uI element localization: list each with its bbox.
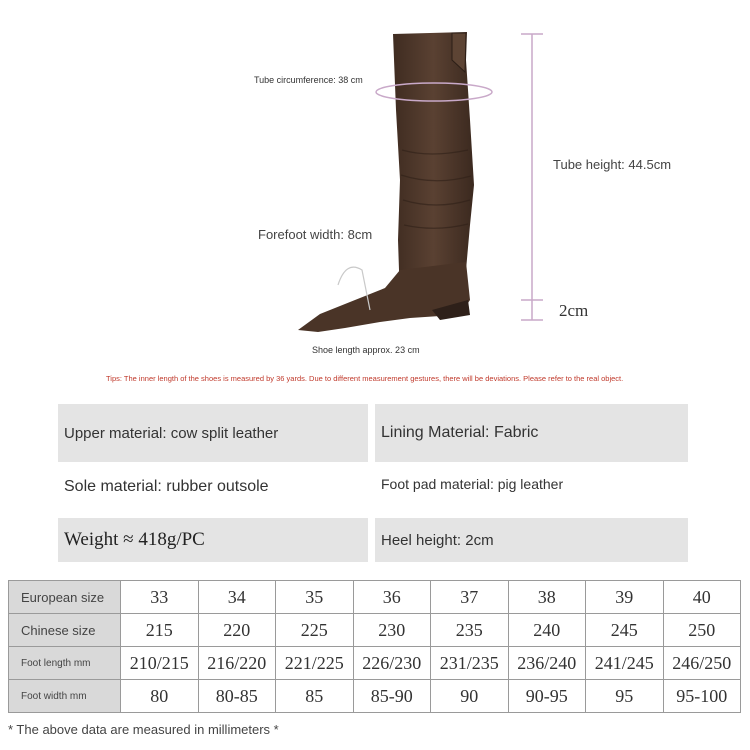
table-cell: 225 (276, 614, 354, 647)
row-label-chinese: Chinese size (9, 614, 121, 647)
table-cell: 230 (353, 614, 431, 647)
table-cell: 38 (508, 581, 586, 614)
table-cell: 36 (353, 581, 431, 614)
table-cell: 33 (121, 581, 199, 614)
heel-height-label: 2cm (559, 301, 589, 320)
lining-material: Lining Material: Fabric (375, 404, 688, 462)
boot-foot (298, 262, 470, 332)
table-cell: 226/230 (353, 647, 431, 680)
size-table (8, 580, 741, 713)
boot-shaft (393, 32, 474, 300)
table-cell: 95 (586, 680, 664, 713)
heel-height: Heel height: 2cm (375, 518, 688, 562)
tube-circumference-label: Tube circumference: 38 cm (254, 75, 363, 85)
table-cell: 95-100 (663, 680, 741, 713)
table-cell: 231/235 (431, 647, 509, 680)
table-cell: 215 (121, 614, 199, 647)
table-cell: 90 (431, 680, 509, 713)
table-cell: 35 (276, 581, 354, 614)
table-cell: 85-90 (353, 680, 431, 713)
table-cell: 210/215 (121, 647, 199, 680)
footnote: * The above data are measured in millimeters * (8, 722, 279, 737)
row-label-foot-width: Foot width mm (9, 680, 121, 713)
table-row (9, 614, 741, 647)
upper-material: Upper material: cow split leather (58, 404, 368, 462)
row-label-european: European size (9, 581, 121, 614)
sole-material: Sole material: rubber outsole (58, 462, 368, 512)
table-cell: 80 (121, 680, 199, 713)
table-cell: 246/250 (663, 647, 741, 680)
table-cell: 236/240 (508, 647, 586, 680)
tube-height-label: Tube height: 44.5cm (553, 157, 672, 172)
table-cell: 39 (586, 581, 664, 614)
boot-illustration (0, 0, 750, 370)
measurement-tip: Tips: The inner length of the shoes is measured by 36 yards. Due to different measurement gestures, there will be deviations. Please refer to the real object. (106, 374, 624, 383)
forefoot-width-label: Forefoot width: 8cm (258, 227, 373, 242)
table-cell: 34 (198, 581, 276, 614)
foot-pad-material: Foot pad material: pig leather (375, 462, 688, 506)
table-row (9, 647, 741, 680)
weight: Weight ≈ 418g/PC (58, 518, 368, 562)
table-row (9, 581, 741, 614)
table-cell: 37 (431, 581, 509, 614)
table-cell: 85 (276, 680, 354, 713)
table-cell: 245 (586, 614, 664, 647)
table-cell: 80-85 (198, 680, 276, 713)
table-cell: 90-95 (508, 680, 586, 713)
table-cell: 216/220 (198, 647, 276, 680)
table-cell: 40 (663, 581, 741, 614)
table-cell: 220 (198, 614, 276, 647)
table-cell: 235 (431, 614, 509, 647)
shoe-length-label: Shoe length approx. 23 cm (312, 345, 420, 355)
table-cell: 250 (663, 614, 741, 647)
row-label-foot-length: Foot length mm (9, 647, 121, 680)
table-cell: 241/245 (586, 647, 664, 680)
table-row (9, 680, 741, 713)
table-cell: 240 (508, 614, 586, 647)
table-cell: 221/225 (276, 647, 354, 680)
